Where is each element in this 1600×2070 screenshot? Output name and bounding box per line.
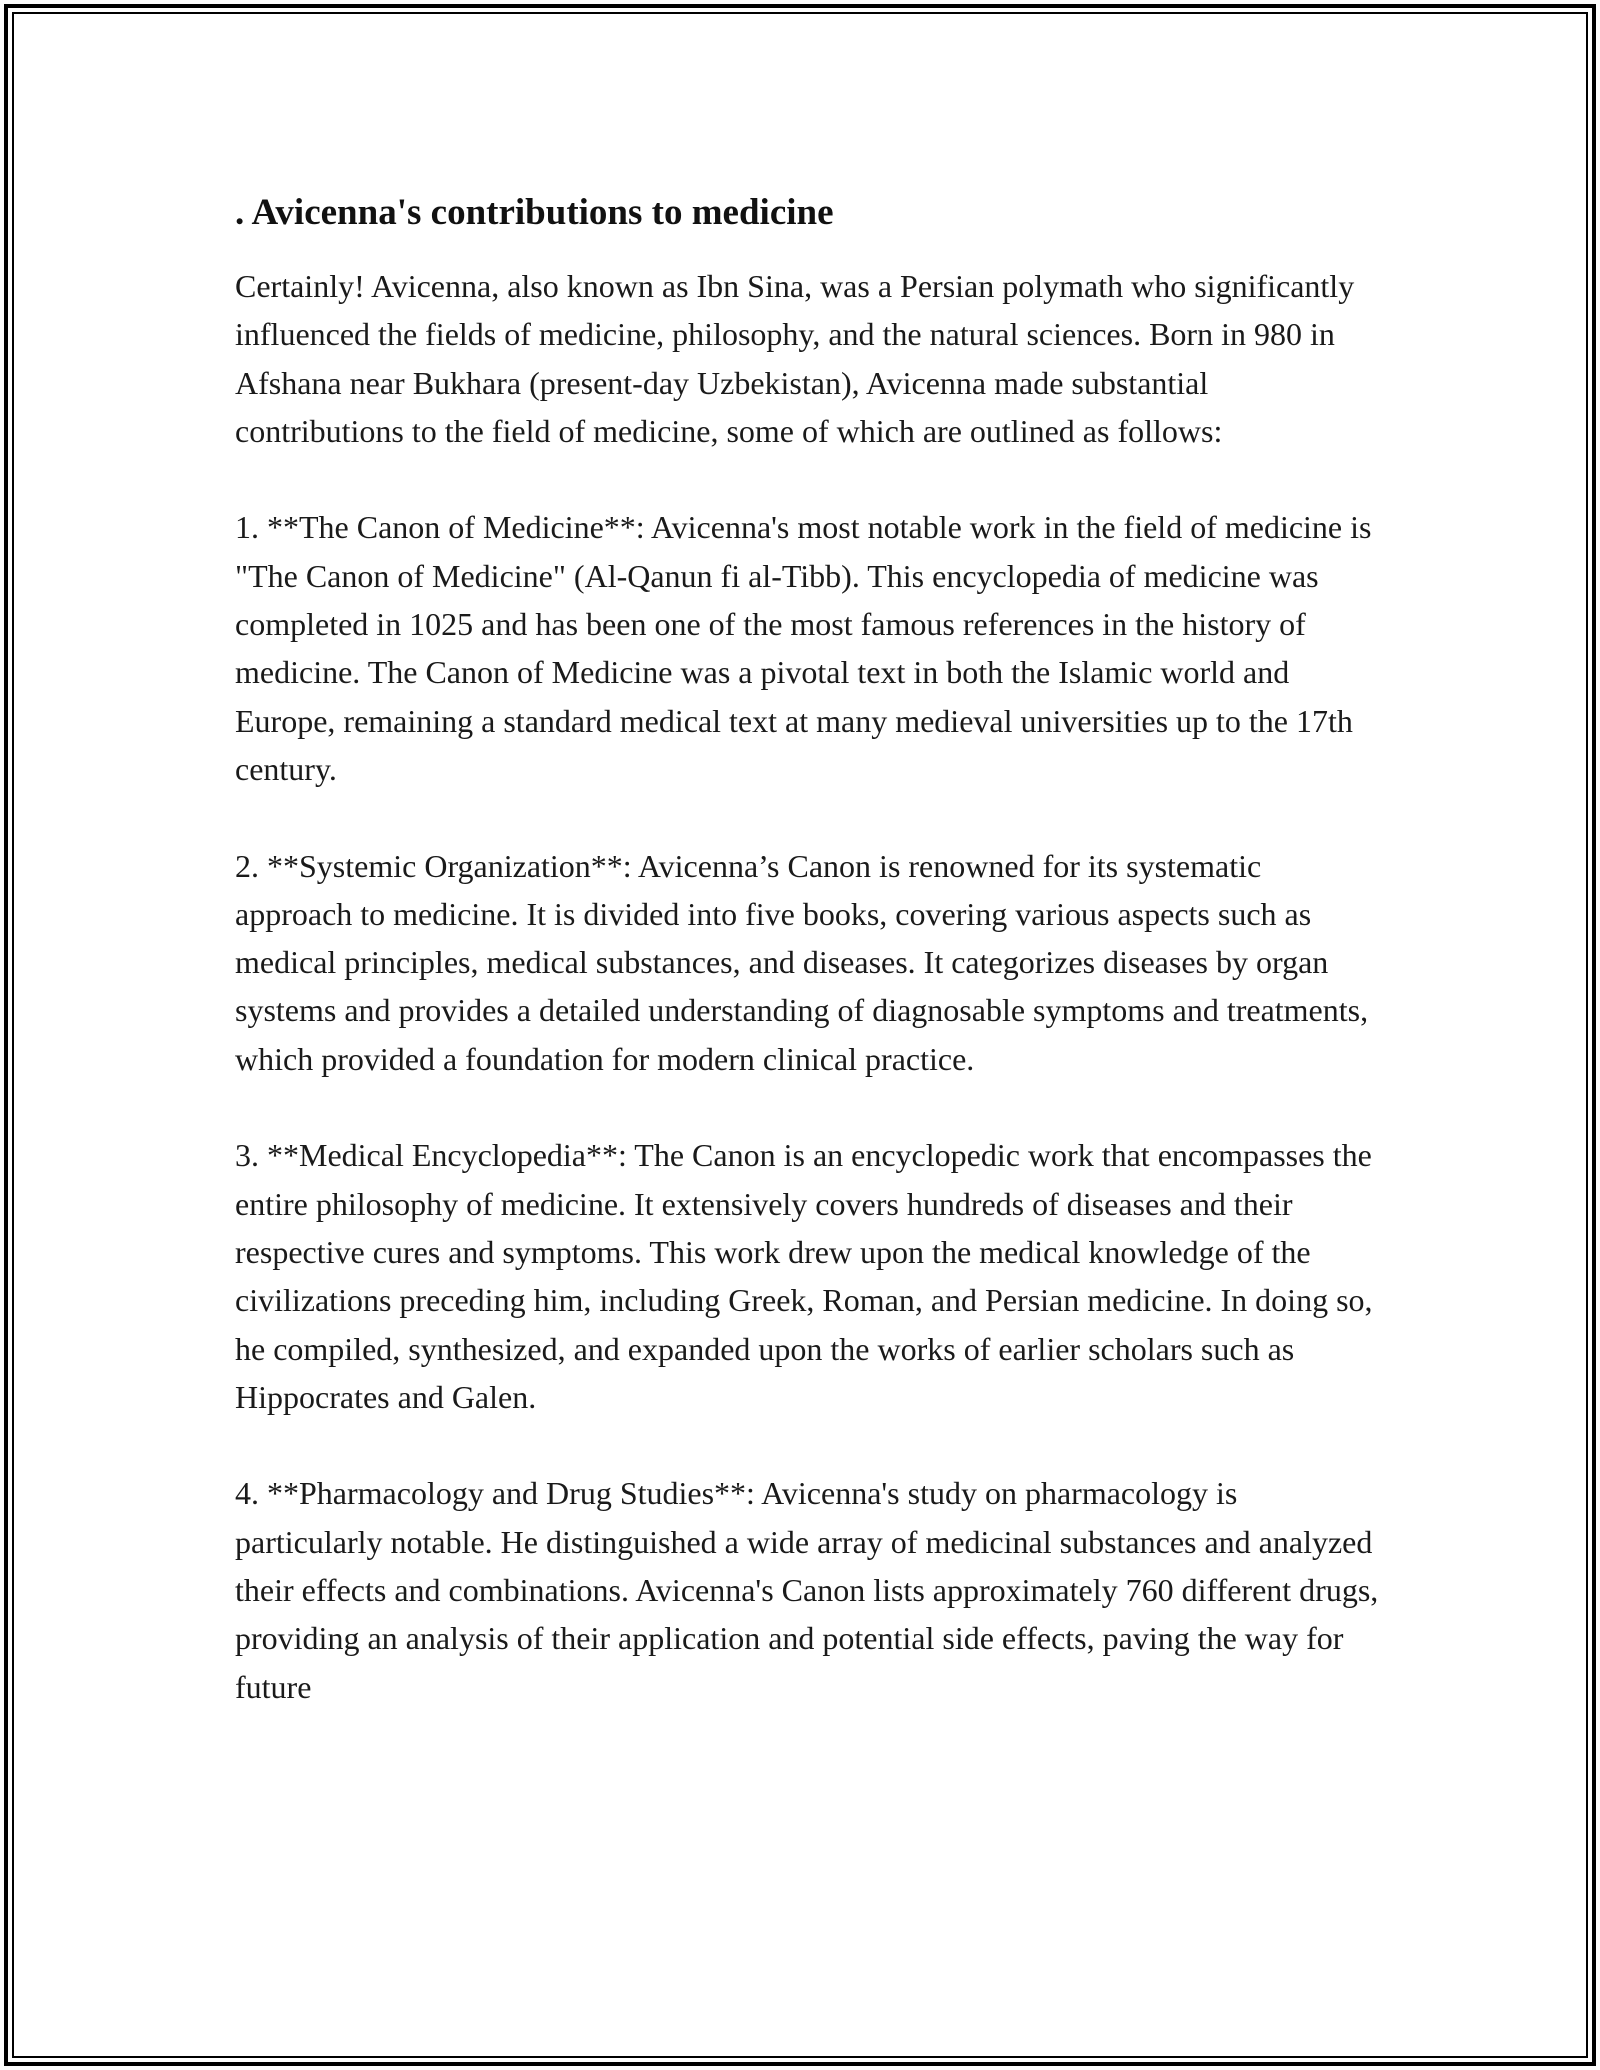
paragraph-pharmacology: 4. **Pharmacology and Drug Studies**: Avicenna's study on pharmacology is particularly notable. He distinguished a wide array of medicinal substances and analyzed their effects and combinations. Avicenna's Canon lists approximately 760 different drugs, providing an analysis of their application and potential side effects, paving the way for future (235, 1475, 1379, 1705)
paragraph-medical-encyclopedia: 3. **Medical Encyclopedia**: The Canon is an encyclopedic work that encompasses the entire philosophy of medicine. It extensively covers hundreds of diseases and their respective cures and symptoms. This work drew upon the medical knowledge of the civilizations preceding him, including Greek, Roman, and Persian medicine. In doing so, he compiled, synthesized, and expanded upon the works of earlier scholars such as Hippocrates and Galen. (235, 1137, 1373, 1415)
document-title: . Avicenna's contributions to medicine (235, 192, 834, 233)
paragraph-canon-of-medicine: 1. **The Canon of Medicine**: Avicenna's most notable work in the field of medicine is "The Canon of Medicine" (Al-Qanun fi al-Tibb). This encyclopedia of medicine was completed in 1025 and has been one of the most famous references in the history of medicine. The Canon of Medicine was a pivotal text in both the Islamic world and Europe, remaining a standard medical text at many medieval universities up to the 17th century. (235, 509, 1372, 787)
document-body (235, 190, 1380, 1711)
paragraph-systemic-organization: 2. **Systemic Organization**: Avicenna’s Canon is renowned for its systematic approach to medicine. It is divided into five books, covering various aspects such as medical principles, medical substances, and diseases. It categorizes diseases by organ systems and provides a detailed understanding of diagnosable symptoms and treatments, which provided a foundation for modern clinical practice. (235, 847, 1369, 1077)
paragraph-intro: Certainly! Avicenna, also known as Ibn Sina, was a Persian polymath who significantly influenced the fields of medicine, philosophy, and the natural sciences. Born in 980 in Afshana near Bukhara (present-day Uzbekistan), Avicenna made substantial contributions to the field of medicine, some of which are outlined as follows: (235, 268, 1355, 449)
